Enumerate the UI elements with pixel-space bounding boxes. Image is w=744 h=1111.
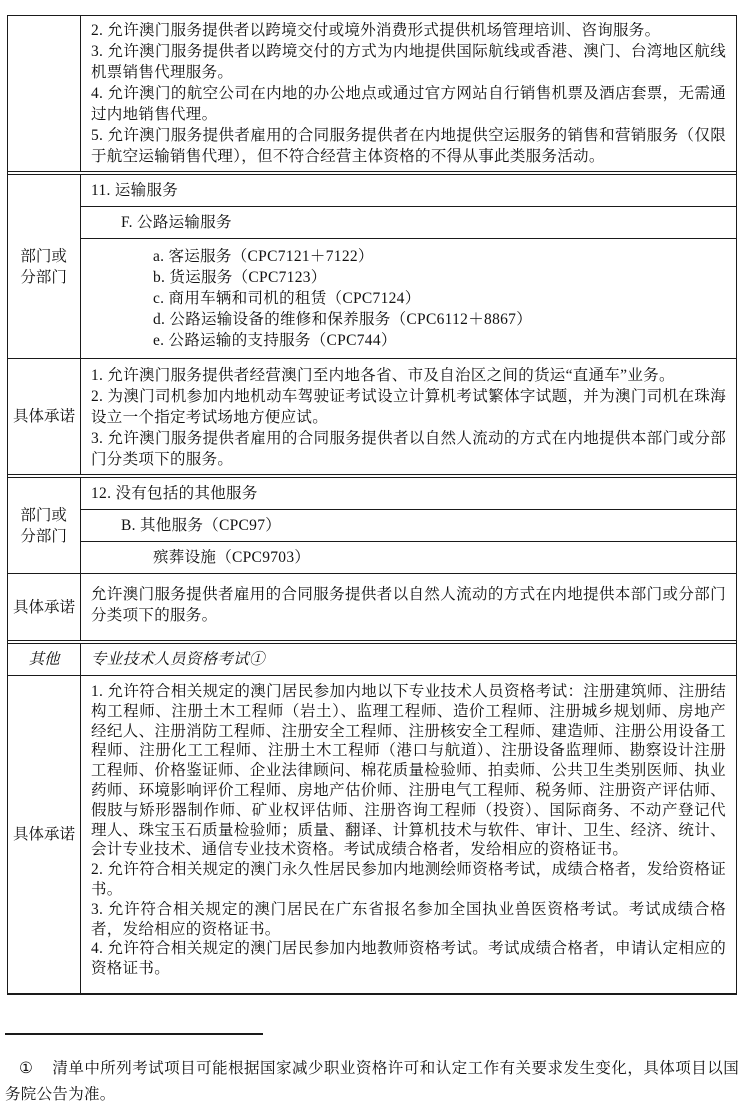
commitment-item: 3. 允许符合相关规定的澳门居民在广东省报名参加全国执业兽医资格考试。考试成绩合格者，发给相应的资格证书。	[91, 900, 726, 938]
commitment-item: 2. 为澳门司机参加内地机动车驾驶证考试设立计算机考试繁体字试题，并为澳门司机在珠海设立一个指定考试场地方便应试。	[91, 388, 726, 426]
footnote-divider	[5, 1033, 263, 1035]
sector-label-cell	[8, 478, 81, 573]
commitments-row-exams	[8, 675, 736, 993]
commitments-content-cell	[81, 676, 736, 993]
sector-subheading: B. 其他服务（CPC97）	[121, 517, 282, 534]
commitments-content-cell	[81, 574, 736, 640]
table-row-continuation	[8, 16, 736, 171]
footnote	[5, 1056, 739, 1108]
commitment-item: 2. 允许符合相关规定的澳门永久性居民参加内地测绘师资格考试，成绩合格者，发给资格证书。	[91, 861, 726, 898]
commitment-item: 4. 允许澳门的航空公司在内地的办公地点或通过官方网站自行销售机票及酒店套票，无需通过内地销售代理。	[91, 85, 726, 123]
other-heading: 专业技术人员资格考试①	[91, 651, 265, 668]
sector-heading: 11. 运输服务	[91, 182, 179, 199]
sector-heading: 12. 没有包括的其他服务	[91, 485, 258, 502]
commitment-item: 3. 允许澳门服务提供者以跨境交付的方式为内地提供国际航线或香港、澳门、台湾地区航线机票销售代理服务。	[91, 43, 726, 81]
sector-subheading-row	[81, 509, 736, 541]
row-label-cell-empty	[8, 16, 81, 171]
sector-label: 部门或分部门	[20, 247, 67, 286]
sector-label-cell	[8, 175, 81, 358]
sector-heading-row	[81, 478, 736, 509]
commitments-row-transport	[8, 358, 736, 474]
sector-subsubheading: 殡葬设施（CPC9703）	[153, 549, 311, 566]
commitment-item: 4. 允许符合相关规定的澳门居民参加内地教师资格考试。考试成绩合格者，申请认定相应的资格证书。	[91, 940, 726, 978]
other-content-column	[81, 644, 736, 675]
sector-subsubheading-row	[81, 541, 736, 573]
commitments-label: 具体承诺	[12, 408, 75, 425]
sector-content-column	[81, 478, 736, 573]
sector-item: a. 客运服务（CPC7121＋7122）	[153, 248, 374, 265]
continuation-content-cell	[81, 16, 736, 171]
other-label-cell	[8, 644, 81, 675]
section-row-other-services	[8, 474, 736, 573]
commitment-item: 1. 允许符合相关规定的澳门居民参加内地以下专业技术人员资格考试：注册建筑师、注册结构工程师、注册土木工程师（岩土）、监理工程师、造价工程师、注册城乡规划师、房地产经纪人、注册消防工程师、注册安全工程师、注册核安全工程师、建造师、注册公用设备工程师、注册化工工程师、注册土木工程师（港口与航道）、注册设备监理师、勘察设计注册工程师、价格鉴证师、企业法律顾问、棉花质量检验师、拍卖师、公共卫生类别医师、执业药师、环境影响评价工程师、房地产估价师、注册电气工程师、税务师、注册资产评估师、假肢与矫形器制作师、矿业权评估师、注册咨询工程师（投资）、国际商务、不动产登记代理人、珠宝玉石质量检验师；质量、翻译、计算机技术与软件、审计、卫生、经济、统计、会计专业技术、通信专业技术资格。考试成绩合格者，发给相应的资格证书。	[91, 683, 726, 859]
other-label: 其他	[28, 651, 60, 668]
commitments-label-cell	[8, 574, 81, 640]
commitment-text: 允许澳门服务提供者雇用的合同服务提供者以自然人流动的方式在内地提供本部门或分部门分类项下的服务。	[91, 586, 726, 624]
sector-item: c. 商用车辆和司机的租赁（CPC7124）	[153, 290, 421, 307]
other-row	[8, 640, 736, 675]
footnote-marker: ①	[19, 1060, 34, 1077]
commitment-item: 2. 允许澳门服务提供者以跨境交付或境外消费形式提供机场管理培训、咨询服务。	[91, 22, 661, 39]
commitment-item: 1. 允许澳门服务提供者经营澳门至内地各省、市及自治区之间的货运“直通车”业务。	[91, 367, 675, 384]
commitments-row-other-services	[8, 573, 736, 640]
sector-item: b. 货运服务（CPC7123）	[153, 269, 327, 286]
commitments-label: 具体承诺	[12, 598, 75, 616]
commitments-label-cell	[8, 676, 81, 993]
sector-content-column	[81, 175, 736, 358]
commitment-item: 3. 允许澳门服务提供者雇用的合同服务提供者以自然人流动的方式在内地提供本部门或分部门分类项下的服务。	[91, 430, 726, 468]
other-heading-row	[81, 644, 736, 675]
commitment-item: 5. 允许澳门服务提供者雇用的合同服务提供者在内地提供空运服务的销售和营销服务（仅限于航空运输销售代理），但不符合经营主体资格的不得从事此类服务活动。	[91, 127, 726, 165]
sector-items-row	[81, 238, 736, 358]
commitments-label-cell	[8, 359, 81, 474]
commitments-content-cell	[81, 359, 736, 474]
cepa-commitments-table	[7, 15, 737, 995]
section-row-transport	[8, 171, 736, 358]
commitments-label: 具体承诺	[12, 826, 75, 843]
sector-label: 部门或分部门	[20, 506, 67, 545]
sector-subheading-row	[81, 206, 736, 238]
sector-item: e. 公路运输的支持服务（CPC744）	[153, 332, 397, 349]
footnote-text: 清单中所列考试项目可能根据国家减少职业资格许可和认定工作有关要求发生变化，具体项目以国务院公告为准。	[5, 1060, 739, 1103]
sector-heading-row	[81, 175, 736, 206]
sector-item: d. 公路运输设备的维修和保养服务（CPC6112＋8867）	[153, 311, 533, 328]
sector-subheading: F. 公路运输服务	[121, 214, 232, 231]
